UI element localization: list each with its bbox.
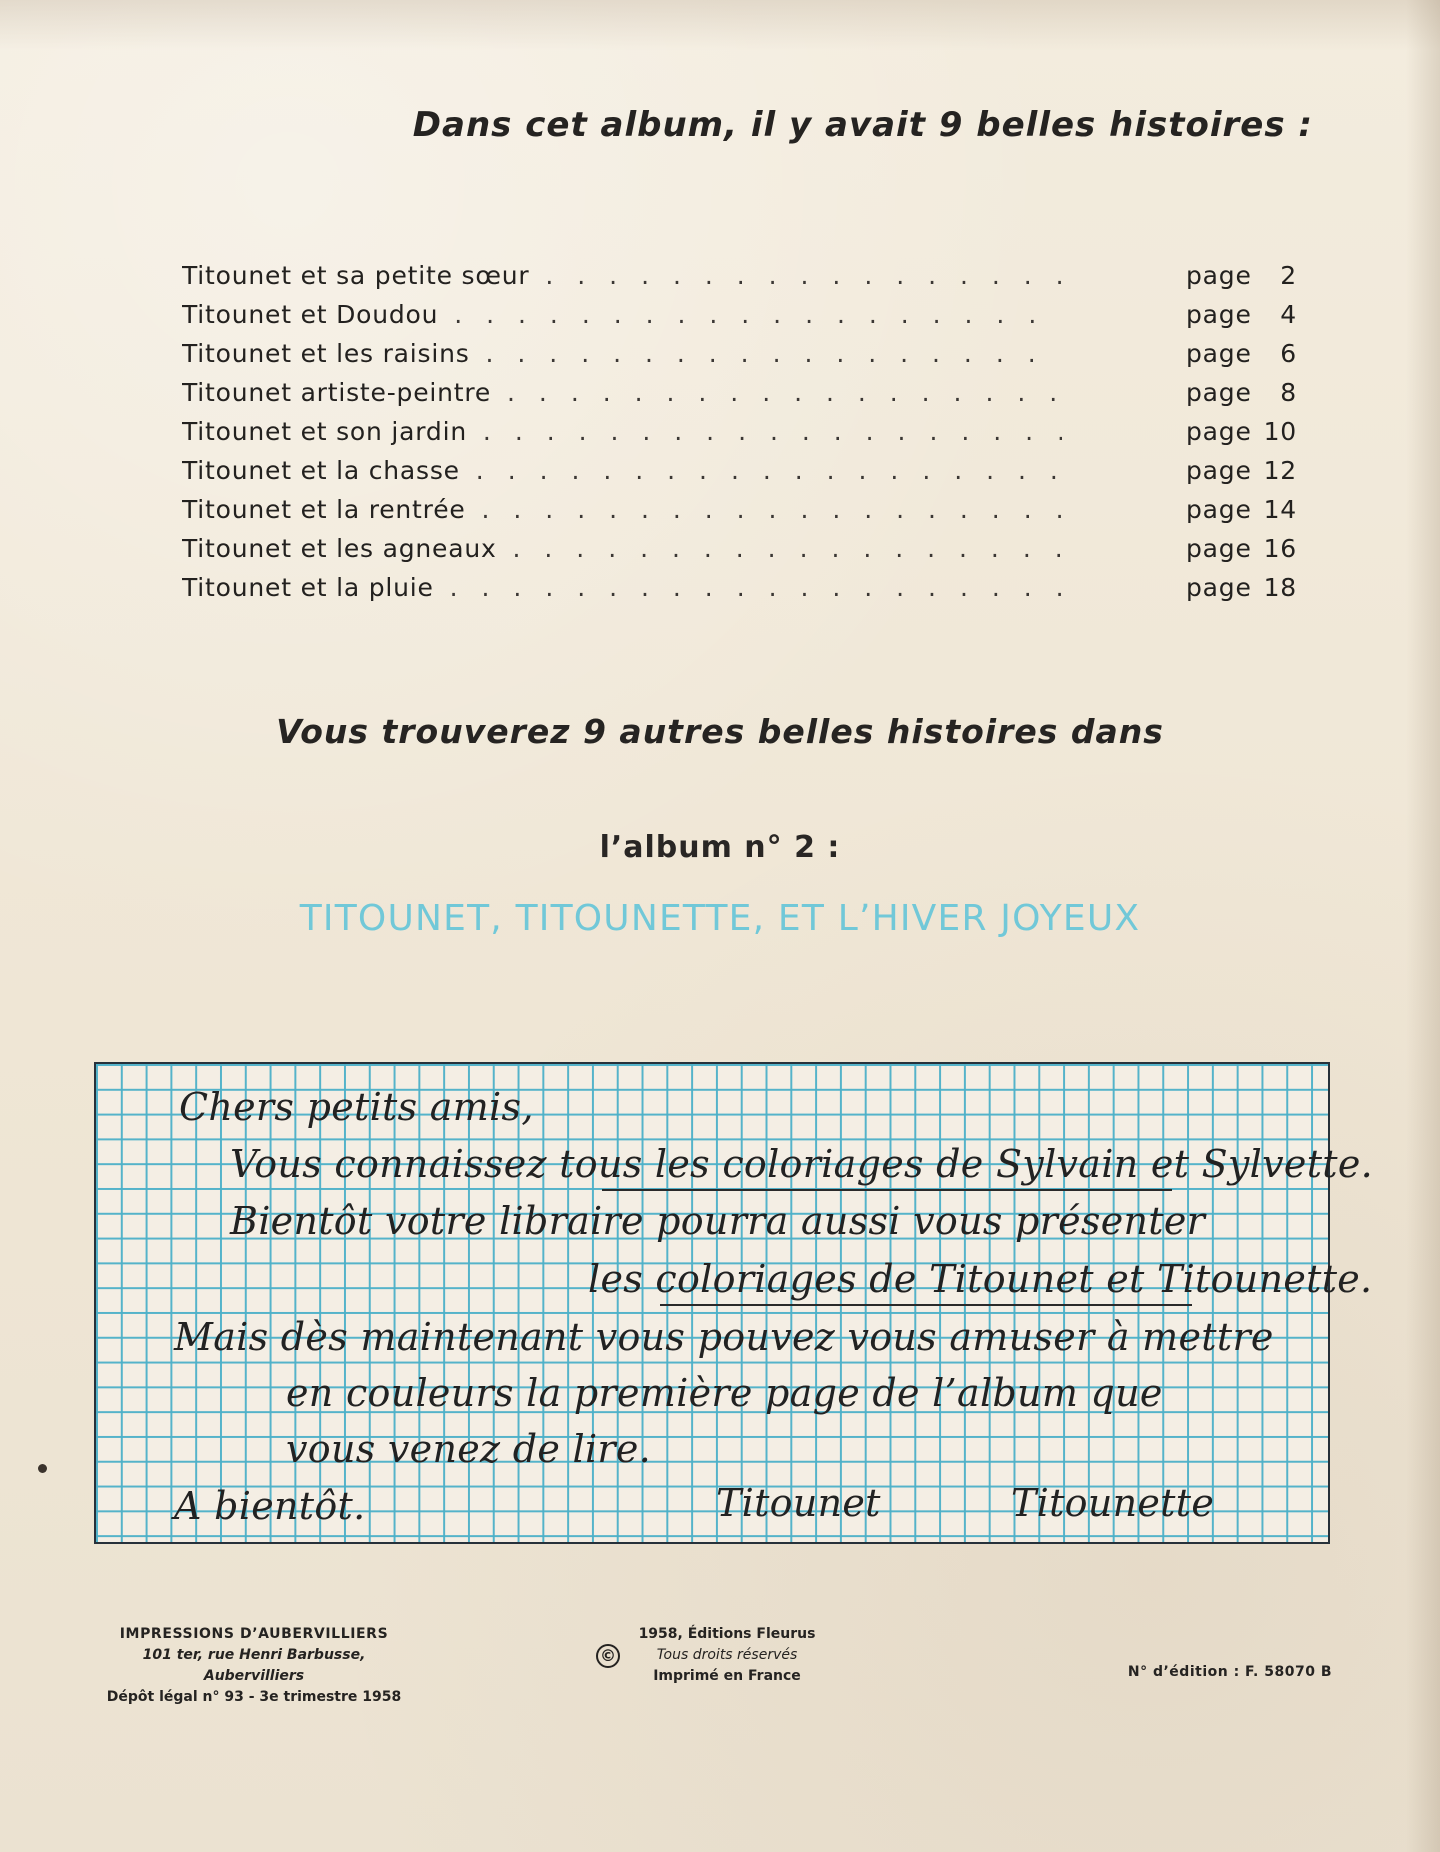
toc-row xyxy=(182,568,1300,607)
toc-page-label: page xyxy=(1186,300,1252,329)
copyright-text xyxy=(632,1624,822,1687)
letter-line-4: les coloriages de Titounet et Titounette. xyxy=(588,1257,1373,1301)
toc-title: Titounet et les raisins . . . xyxy=(182,334,1062,373)
toc-title: Titounet et son jardin . . . xyxy=(182,412,1062,451)
letter-line-2: Vous connaissez tous les coloriages de Sylvain et Sylvette. xyxy=(230,1142,1374,1186)
printer-info xyxy=(94,1624,414,1708)
toc-row xyxy=(182,529,1300,568)
toc-page-label: page xyxy=(1186,339,1252,368)
toc-title: Titounet et la pluie . . . xyxy=(182,568,1062,607)
toc-page-label: page xyxy=(1186,534,1252,563)
toc-page-label: page xyxy=(1186,573,1252,602)
toc-row xyxy=(182,373,1300,412)
toc-page-number: 16 xyxy=(1263,534,1297,563)
copyright-block xyxy=(596,1624,866,1687)
letter-line-8: A bientôt. xyxy=(174,1484,366,1528)
signature-titounette: Titounette xyxy=(1011,1481,1215,1525)
copyright-line-3: Imprimé en France xyxy=(653,1668,801,1684)
letter-line-1: Chers petits amis, xyxy=(179,1085,534,1129)
toc-page-label: page xyxy=(1186,417,1252,446)
toc-title: Titounet et Doudou . . . xyxy=(182,295,1062,334)
promo-line: Vous trouverez 9 autres belles histoires dans xyxy=(276,712,1164,751)
toc-title: Titounet artiste-peintre . . . xyxy=(182,373,1062,412)
grid-paper-letter xyxy=(94,1062,1374,1544)
paper-spot xyxy=(38,1464,47,1473)
toc-row xyxy=(182,490,1300,529)
letter-underline-1 xyxy=(602,1189,1172,1191)
toc-row xyxy=(182,412,1300,451)
legal-deposit: Dépôt légal n° 93 - 3e trimestre 1958 xyxy=(106,1689,402,1705)
letter-line-6: en couleurs la première page de l’album que xyxy=(286,1371,1163,1415)
printer-name: IMPRESSIONS D’AUBERVILLIERS xyxy=(119,1626,389,1642)
album-line: l’album n° 2 : xyxy=(599,830,841,865)
letter-underline-2 xyxy=(660,1304,1192,1306)
toc-page-number: 2 xyxy=(1280,261,1297,290)
signature-titounet: Titounet xyxy=(716,1481,881,1525)
toc-page-number: 12 xyxy=(1263,456,1297,485)
copyright-line-1: 1958, Éditions Fleurus xyxy=(638,1626,816,1642)
letter-line-5: Mais dès maintenant vous pouvez vous amuser à mettre xyxy=(174,1315,1274,1359)
toc-row xyxy=(182,295,1300,334)
letter-line-3: Bientôt votre libraire pourra aussi vous présenter xyxy=(230,1199,1206,1243)
toc-row xyxy=(182,334,1300,373)
toc-title: Titounet et les agneaux . . . xyxy=(182,529,1062,568)
toc-title: Titounet et la rentrée . . . xyxy=(182,490,1062,529)
toc-page-number: 8 xyxy=(1280,378,1297,407)
toc-page-number: 14 xyxy=(1263,495,1297,524)
toc-page-label: page xyxy=(1186,378,1252,407)
copyright-line-2: Tous droits réservés xyxy=(656,1647,798,1663)
toc-page-number: 18 xyxy=(1263,573,1297,602)
copyright-wrap xyxy=(596,1624,866,1687)
album-title: TITOUNET, TITOUNETTE, ET L’HIVER JOYEUX xyxy=(299,898,1141,939)
printer-address: 101 ter, rue Henri Barbusse, Aubervilliers xyxy=(142,1647,366,1684)
toc-page-label: page xyxy=(1186,456,1252,485)
toc-page-label: page xyxy=(1186,261,1252,290)
edition-number: N° d’édition : F. 58070 B xyxy=(1127,1664,1332,1680)
toc-page-number: 10 xyxy=(1263,417,1297,446)
aged-top-edge xyxy=(0,0,1440,50)
toc-title: Titounet et sa petite sœur . . . xyxy=(182,256,1062,295)
table-of-contents xyxy=(182,256,1300,607)
toc-page-number: 6 xyxy=(1280,339,1297,368)
toc-page-number: 4 xyxy=(1280,300,1297,329)
toc-row xyxy=(182,451,1300,490)
copyright-icon: © xyxy=(596,1644,620,1668)
toc-title: Titounet et la chasse . . . xyxy=(182,451,1062,490)
toc-page-label: page xyxy=(1186,495,1252,524)
page-heading: Dans cet album, il y avait 9 belles histoires : xyxy=(412,105,1313,145)
toc-row xyxy=(182,256,1300,295)
letter-line-7: vous venez de lire. xyxy=(286,1427,652,1471)
